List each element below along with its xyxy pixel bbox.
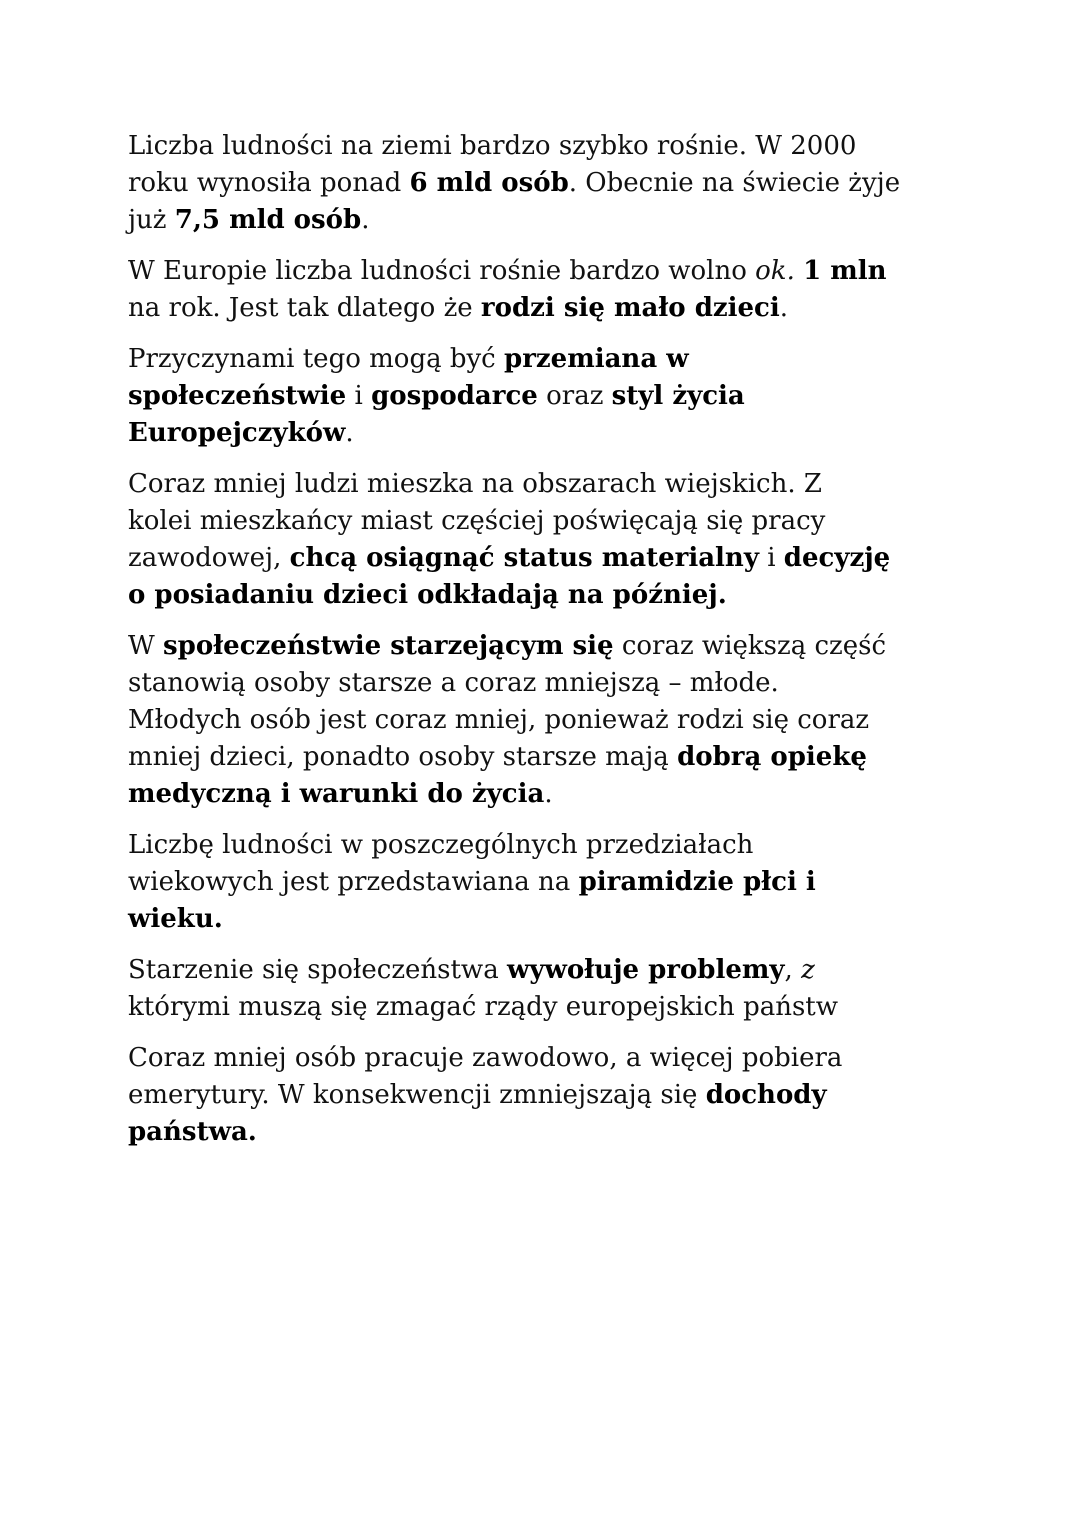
bold-text: chcą osiągnąć status materialny — [289, 543, 759, 573]
bold-text: styl życia — [611, 381, 745, 411]
bold-text: Europejczyków — [128, 418, 346, 448]
text-line — [128, 415, 988, 452]
paragraph — [128, 628, 988, 813]
text-segment — [795, 256, 803, 286]
text-line — [128, 341, 988, 378]
text-line — [128, 1077, 988, 1114]
text-segment: , — [784, 955, 802, 985]
text-segment: i — [758, 543, 784, 573]
bold-text: o posiadaniu dzieci odkładają na później. — [128, 580, 727, 610]
bold-text: wywołuje problemy — [506, 955, 785, 985]
text-segment: mniej dzieci, ponadto osoby starsze mają — [128, 742, 678, 772]
italic-text: z — [801, 955, 815, 985]
text-segment: Przyczynami tego mogą być — [128, 344, 505, 374]
text-line — [128, 290, 988, 327]
text-segment: i — [346, 381, 372, 411]
text-line — [128, 952, 988, 989]
text-line — [128, 503, 988, 540]
text-line — [128, 628, 988, 665]
paragraph — [128, 341, 988, 452]
bold-text: społeczeństwie starzejącym się — [163, 631, 614, 661]
bold-text: dochody — [705, 1080, 827, 1110]
bold-text: państwa. — [128, 1117, 257, 1147]
text-segment: W — [128, 631, 163, 661]
text-line — [128, 540, 988, 577]
text-segment: którymi muszą się zmagać rządy europejskich państw — [128, 992, 838, 1022]
text-segment: zawodowej, — [128, 543, 290, 573]
bold-text: 7,5 mld osób — [174, 205, 362, 235]
bold-text: 6 mld osób — [409, 168, 569, 198]
text-segment: Liczbę ludności w poszczególnych przedziałach — [128, 830, 754, 860]
text-line — [128, 128, 988, 165]
text-segment: Coraz mniej ludzi mieszka na obszarach wiejskich. Z — [128, 469, 822, 499]
text-line — [128, 202, 988, 239]
text-segment: . Obecnie na świecie żyje — [568, 168, 901, 198]
text-line — [128, 901, 988, 938]
text-line — [128, 577, 988, 614]
bold-text: rodzi się mało dzieci — [480, 293, 780, 323]
text-line — [128, 739, 988, 776]
text-line — [128, 378, 988, 415]
text-segment: . — [779, 293, 789, 323]
text-line — [128, 702, 988, 739]
text-segment: już — [128, 205, 175, 235]
text-segment: coraz większą część — [613, 631, 887, 661]
text-line — [128, 165, 988, 202]
text-segment: Młodych osób jest coraz mniej, ponieważ rodzi się coraz — [128, 705, 870, 735]
text-segment: Starzenie się społeczeństwa — [128, 955, 507, 985]
text-segment: emerytury. W konsekwencji zmniejszają się — [128, 1080, 706, 1110]
bold-text: 1 mln — [803, 256, 887, 286]
text-line — [128, 776, 988, 813]
text-segment: Liczba ludności na ziemi bardzo szybko rośnie. W 2000 — [128, 131, 857, 161]
paragraph — [128, 1040, 988, 1151]
text-line — [128, 989, 988, 1026]
paragraph — [128, 827, 988, 938]
bold-text: gospodarce — [371, 381, 538, 411]
bold-text: wieku. — [128, 904, 223, 934]
bold-text: przemiana w — [504, 344, 689, 374]
text-line — [128, 827, 988, 864]
text-segment: W Europie liczba ludności rośnie bardzo wolno — [128, 256, 756, 286]
bold-text: decyzję — [783, 543, 891, 573]
text-segment: . — [544, 779, 553, 809]
text-line — [128, 665, 988, 702]
text-segment: stanowią osoby starsze a coraz mniejszą – młode. — [128, 668, 779, 698]
text-segment: . — [345, 418, 354, 448]
paragraph — [128, 128, 988, 239]
italic-text: ok. — [755, 256, 795, 286]
bold-text: medyczną i warunki do życia — [128, 779, 545, 809]
text-line — [128, 1114, 988, 1151]
text-segment: . — [361, 205, 370, 235]
text-segment: oraz — [537, 381, 612, 411]
text-line — [128, 864, 988, 901]
text-segment: wiekowych jest przedstawiana na — [128, 867, 579, 897]
text-segment: Coraz mniej osób pracuje zawodowo, a więcej pobiera — [128, 1043, 843, 1073]
text-segment: kolei mieszkańcy miast częściej poświęcają się pracy — [128, 506, 826, 536]
document-page — [128, 128, 988, 1165]
text-line — [128, 1040, 988, 1077]
text-segment: na rok. Jest tak dlatego że — [128, 293, 481, 323]
paragraph — [128, 253, 988, 327]
text-line — [128, 253, 988, 290]
bold-text: społeczeństwie — [128, 381, 347, 411]
bold-text: piramidzie płci i — [578, 867, 816, 897]
paragraph — [128, 952, 988, 1026]
paragraph — [128, 466, 988, 614]
text-segment: roku wynosiła ponad — [128, 168, 410, 198]
bold-text: dobrą opiekę — [677, 742, 867, 772]
text-line — [128, 466, 988, 503]
